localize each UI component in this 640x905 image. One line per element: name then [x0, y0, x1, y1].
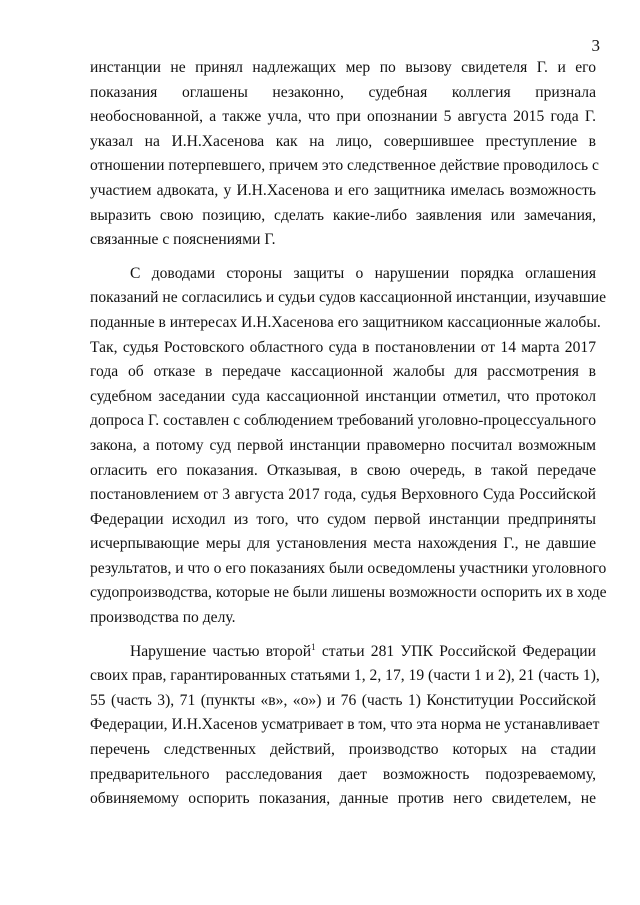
text-line: показания оглашены незаконно, судебная коллегия признала [90, 83, 596, 101]
text-line: 55 (часть 3), 71 (пункты «в», «о») и 76 (часть 1) Конституции Российской [90, 691, 596, 709]
paragraph-2 [90, 262, 607, 631]
text-fragment: статьи 281 УПК Российской Федерации [315, 642, 596, 660]
text-line: указал на И.Н.Хасенова как на лицо, совершившее преступление в [90, 132, 596, 150]
text-line: С доводами стороны защиты о нарушении порядка оглашения [130, 264, 596, 282]
text-line: года об отказе в передаче кассационной жалобы для рассмотрения в [90, 363, 596, 381]
text-line: необоснованной, а также учла, что при опознании 5 августа 2015 года Г. [90, 108, 596, 126]
text-line: производства по делу. [90, 609, 236, 627]
text-line: судопроизводства, которые не были лишены возможности оспорить их в ходе [90, 584, 607, 602]
footnote-marker: 1 [311, 641, 316, 652]
text-line: результатов, и что о его показаниях были осведомлены участники уголовного [90, 559, 607, 577]
text-line: перечень следственных действий, производство которых на стадии [90, 741, 596, 759]
text-line: своих прав, гарантированных статьями 1, 2, 17, 19 (части 1 и 2), 21 (часть 1), [90, 667, 600, 685]
text-line: предварительного расследования дает возможность подозреваемому, [90, 765, 596, 783]
text-line: инстанции не принял надлежащих мер по вызову свидетеля Г. и его [90, 59, 596, 76]
text-line [90, 640, 596, 665]
text-line: огласить его показания. Отказывая, в свою очередь, в такой передаче [90, 461, 596, 479]
text-line: постановлением от 3 августа 2017 года, судья Верховного Суда Российской [90, 486, 596, 504]
text-line: показаний не согласились и судьи судов кассационной инстанции, изучавшие [90, 289, 607, 307]
text-line: допроса Г. составлен с соблюдением требований уголовно-процессуального [90, 412, 596, 430]
text-line: обвиняемому оспорить показания, данные против него свидетелем, не [90, 790, 596, 808]
text-line: Федерации исходил из того, что судом первой инстанции предприняты [90, 510, 596, 528]
text-line: закона, а потому суд первой инстанции правомерно посчитал возможным [90, 436, 596, 454]
paragraph-3 [90, 640, 600, 812]
text-line: отношении потерпевшего, причем это следственное действие проводилось с [90, 157, 599, 175]
text-line: поданные в интересах И.Н.Хасенова его защитником кассационные жалобы. [90, 313, 601, 331]
text-line: связанные с пояснениями Г. [90, 231, 276, 249]
text-line: судебном заседании суда кассационной инстанции отметил, что протокол [90, 387, 596, 405]
text-line: Федерации, И.Н.Хасенов усматривает в том, что эта норма не устанавливает [90, 716, 600, 734]
text-line: участием адвоката, у И.Н.Хасенова и его защитника имелась возможность [90, 181, 596, 199]
page-number: 3 [591, 36, 600, 55]
text-line: исчерпывающие меры для установления места нахождения Г., не давшие [90, 535, 596, 553]
text-fragment: Нарушение частью второй [130, 642, 312, 660]
text-line: Так, судья Ростовского областного суда в постановлении от 14 марта 2017 [90, 338, 596, 356]
document-body [90, 56, 607, 812]
paragraph-1 [90, 56, 599, 253]
text-line: выразить свою позицию, сделать какие-либо заявления или замечания, [90, 206, 596, 224]
